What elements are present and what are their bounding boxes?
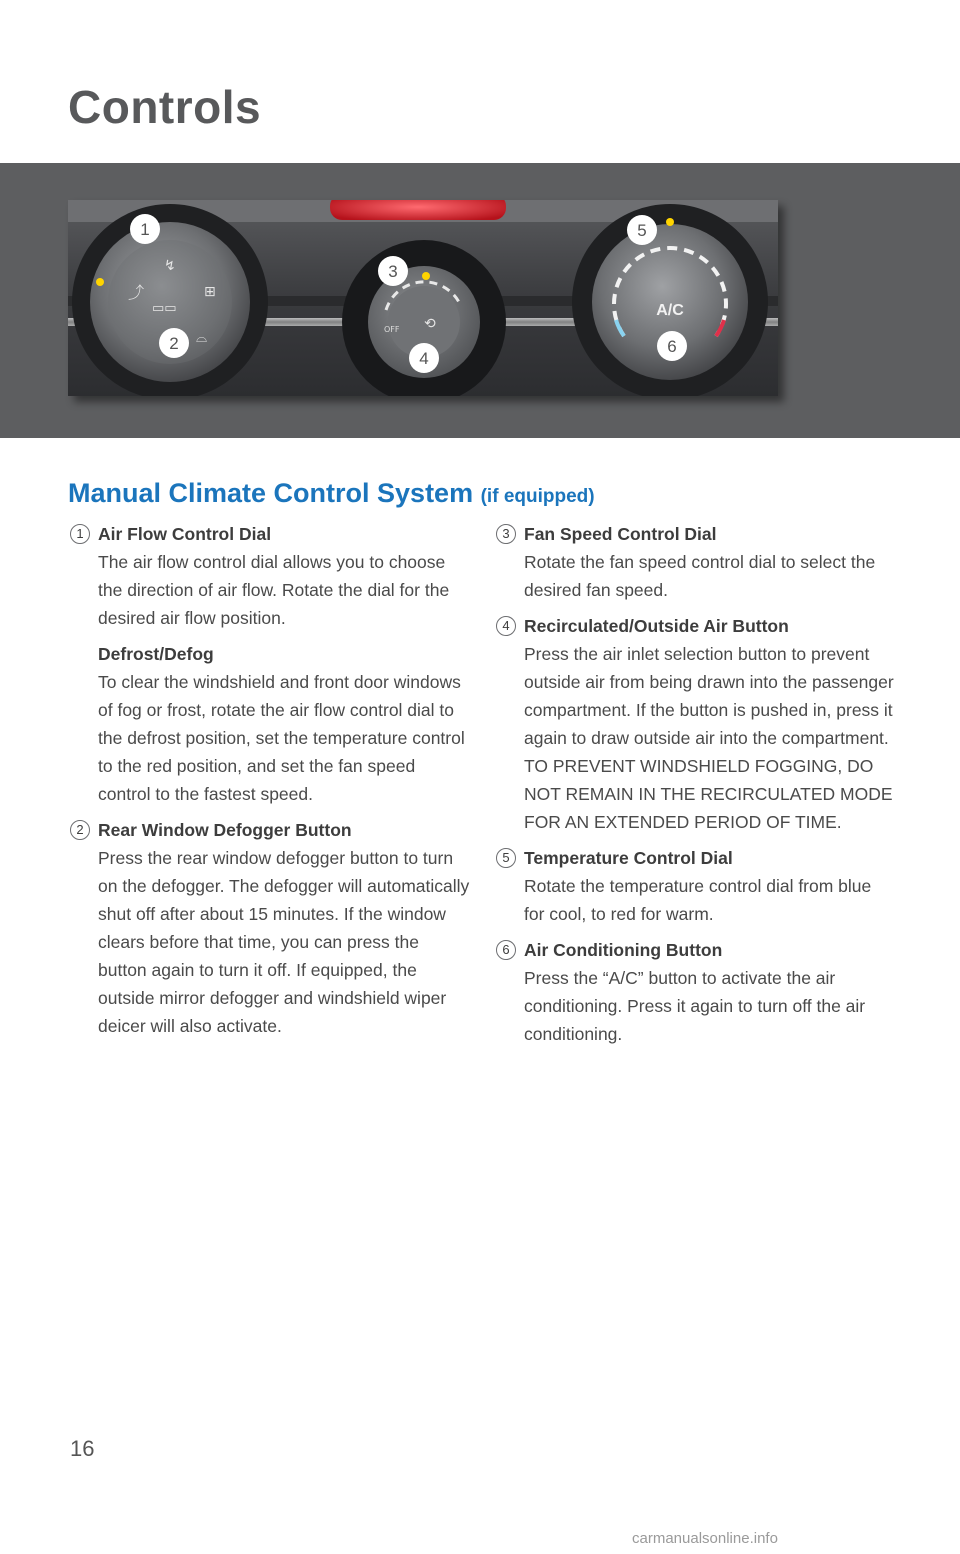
page-title: Controls: [68, 81, 262, 133]
svg-text:⤴: ⤴: [128, 283, 145, 302]
svg-text:5: 5: [637, 221, 647, 240]
item-temperature-dial: [496, 844, 896, 928]
fan-off-label: OFF: [384, 325, 400, 334]
callout-5: [627, 215, 657, 245]
item-body: Press the rear window defogger button to turn on the defogger. The defogger will automatically shut off after about 15 minutes. If the window clears before that time, you can press the button again to turn it off. If equipped, the outside mirror defogger and windshield wiper deicer will also activate.: [98, 848, 470, 1036]
svg-text:4: 4: [419, 349, 429, 368]
svg-text:⌓: ⌓: [196, 330, 208, 346]
svg-text:1: 1: [140, 220, 150, 239]
item-heading: Rear Window Defogger Button: [98, 820, 352, 840]
item-heading: Fan Speed Control Dial: [524, 524, 717, 544]
svg-text:3: 3: [388, 262, 398, 281]
svg-text:↯: ↯: [164, 258, 176, 274]
item-body: The air flow control dial allows you to choose the direction of air flow. Rotate the dial for the desired air flow position.: [98, 552, 450, 628]
item-heading: Air Flow Control Dial: [98, 524, 272, 544]
temperature-dial: [572, 204, 768, 396]
item-number: 1: [70, 524, 90, 544]
svg-text:⊞: ⊞: [204, 284, 216, 300]
callout-6: [657, 331, 687, 361]
climate-control-photo: [68, 200, 778, 396]
section-title: [68, 478, 595, 509]
item-body: Rotate the temperature control dial from blue for cool, to red for warm.: [524, 876, 872, 924]
item-heading: Temperature Control Dial: [524, 848, 733, 868]
right-column: [496, 520, 896, 1056]
item-recirculation-button: [496, 612, 896, 836]
section-title-text: Manual Climate Control System: [68, 478, 474, 508]
section-title-suffix: (if equipped): [480, 486, 595, 507]
page-number: 16: [70, 1436, 95, 1461]
callout-4: [409, 343, 439, 373]
item-subbody: To clear the windshield and front door windows of fog or frost, rotate the air flow control dial to the defrost position, set the temperature control to the red position, and set the fan speed control to the fastest speed.: [98, 672, 465, 804]
svg-text:▭▭: ▭▭: [152, 301, 177, 316]
svg-text:⟲: ⟲: [424, 316, 436, 332]
item-ac-button: [496, 936, 896, 1048]
svg-text:2: 2: [169, 334, 179, 353]
hazard-button: [330, 200, 506, 220]
ac-label: A/C: [656, 302, 684, 319]
item-heading: Recirculated/Outside Air Button: [524, 616, 789, 636]
callout-2: [159, 328, 189, 358]
item-number: 3: [496, 524, 516, 544]
svg-text:6: 6: [667, 337, 677, 356]
item-number: 6: [496, 940, 516, 960]
watermark: carmanualsonline.info: [632, 1530, 778, 1547]
item-number: 2: [70, 820, 90, 840]
air-flow-dial: [72, 204, 268, 396]
item-rear-defogger: [70, 816, 470, 1040]
item-body: Press the air inlet selection button to prevent outside air from being drawn into the passenger compartment. If the button is pushed in, press it again to draw outside air into the compartment. TO PREVENT WINDSHIELD FOGGING, DO NOT REMAIN IN THE RECIRCULATED MODE FOR AN EXTENDED PERIOD OF TIME.: [524, 644, 894, 832]
item-body: Press the “A/C” button to activate the air conditioning. Press it again to turn off the air conditioning.: [524, 968, 866, 1044]
item-body: Rotate the fan speed control dial to select the desired fan speed.: [524, 552, 876, 600]
callout-3: [378, 256, 408, 286]
item-fan-speed-dial: [496, 520, 896, 604]
item-number: 4: [496, 616, 516, 636]
item-air-flow-dial: [70, 520, 470, 808]
item-heading: Air Conditioning Button: [524, 940, 723, 960]
left-column: [70, 520, 470, 1048]
item-number: 5: [496, 848, 516, 868]
item-subheading: Defrost/Defog: [98, 644, 214, 664]
callout-1: [130, 214, 160, 244]
